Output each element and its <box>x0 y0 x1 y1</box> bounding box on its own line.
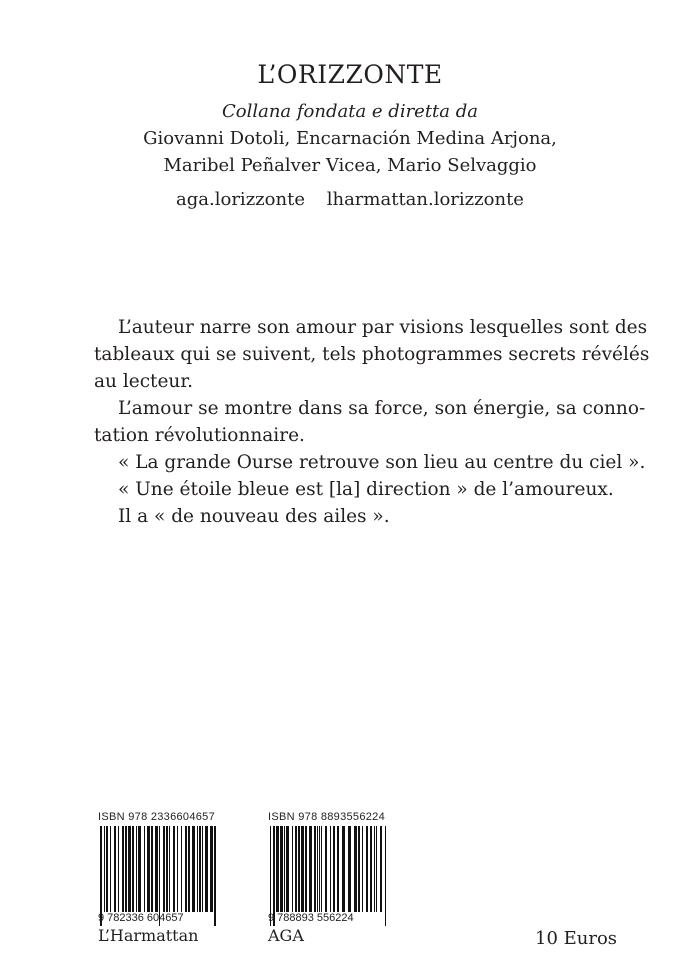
barcode-aga <box>268 811 388 945</box>
series-websites <box>0 189 700 210</box>
publisher-name: AGA <box>268 926 304 945</box>
blurb-p2-line1: L’amour se montre dans sa force, son énergie, sa conno- <box>118 398 646 419</box>
isbn-label: ISBN 978 8893556224 <box>268 811 386 823</box>
editors-line-1: Giovanni Dotoli, Encarnación Medina Arjona, <box>143 128 557 149</box>
editors-line-2: Maribel Peñalver Vicea, Mario Selvaggio <box>163 155 537 176</box>
blurb-p3: « La grande Ourse retrouve son lieu au centre du ciel ». <box>118 452 646 473</box>
blurb-p1-line1: L’auteur narre son amour par visions lesquelles sont des <box>118 317 648 338</box>
blurb-p2-line2: tation révolutionnaire. <box>94 425 305 446</box>
publisher-name: L’Harmattan <box>98 926 199 945</box>
blurb-p5: Il a « de nouveau des ailes ». <box>118 506 390 527</box>
barcode-icon <box>98 826 218 926</box>
blurb-p4: « Une étoile bleue est [la] direction » de l’amoureux. <box>118 479 614 500</box>
barcode-digits: 9 788893 556224 <box>268 912 354 924</box>
barcode-lharmattan <box>98 811 218 945</box>
series-title: L’ORIZZONTE <box>257 60 443 89</box>
website-aga: aga.lorizzonte <box>176 189 305 210</box>
website-lharmattan: lharmattan.lorizzonte <box>326 189 524 210</box>
blurb-p1-line3: au lecteur. <box>94 371 194 392</box>
blurb-p1-line2: tableaux qui se suivent, tels photogrammes secrets révélés <box>94 344 650 365</box>
price: 10 Euros <box>535 928 618 949</box>
barcode-icon <box>268 826 388 926</box>
series-subtitle: Collana fondata e diretta da <box>221 101 479 122</box>
back-cover-blurb <box>94 314 650 530</box>
barcode-digits: 9 782336 604657 <box>98 912 184 924</box>
isbn-label: ISBN 978 2336604657 <box>98 811 216 823</box>
